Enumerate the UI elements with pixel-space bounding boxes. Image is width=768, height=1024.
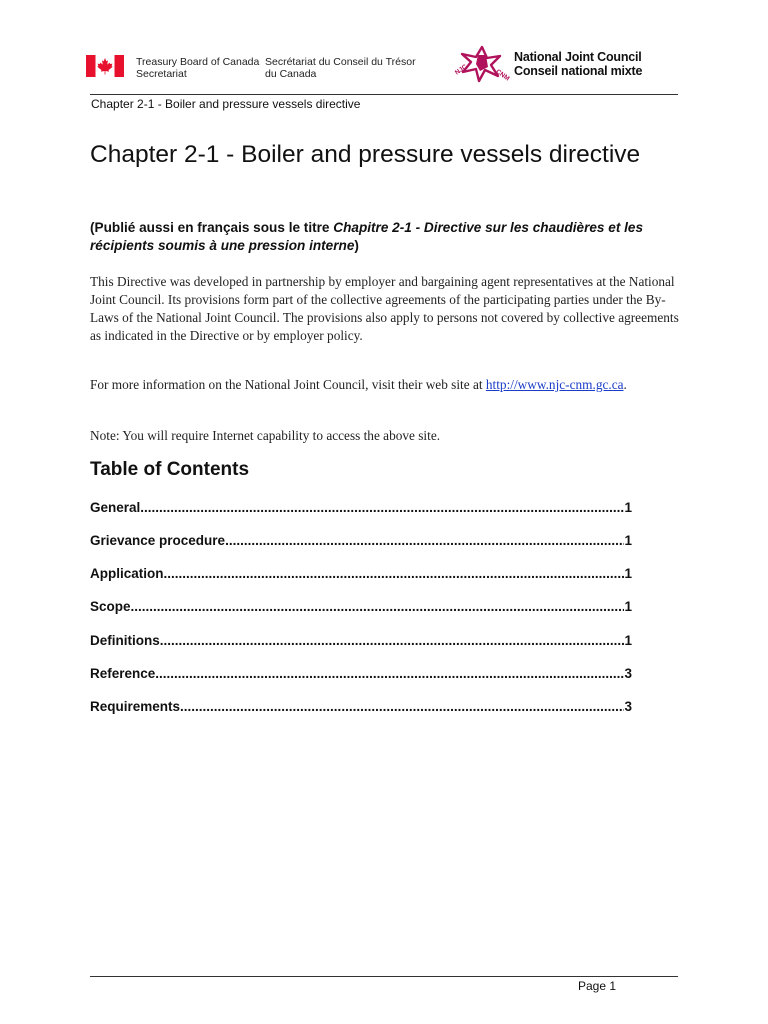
- toc-entry-page: 3: [624, 666, 632, 681]
- footer-divider: [90, 976, 678, 977]
- toc-entry-label: Reference: [90, 666, 156, 681]
- french-title-note: (Publié aussi en français sous le titre Chapitre 2-1 - Directive sur les chaudières et les récipients soumis à une pression interne): [90, 220, 644, 253]
- running-header-title: Chapter 2-1 - Boiler and pressure vessels directive: [91, 97, 361, 111]
- french-title: Chapitre 2-1 - Directive sur les chaudières et les récipients soumis à une pression interne: [90, 220, 644, 253]
- toc-entry-page: 1: [624, 633, 632, 648]
- toc-entry-label: Application: [90, 566, 164, 581]
- svg-text:CNM: CNM: [494, 68, 511, 83]
- toc-entry-page: 1: [624, 566, 632, 581]
- page-title: Chapter 2-1 - Boiler and pressure vessels directive: [90, 141, 641, 168]
- toc-leader-dots: [140, 500, 624, 515]
- intro-paragraph: This Directive was developed in partnership by employer and bargaining agent representatives at the National Joint Council. Its provisions form part of the collective agreements of the participating parties under the By-Laws of the National Joint Council. The provisions also apply to persons not covered by collective agreements as indicated in the Directive or by employer policy.: [90, 274, 679, 343]
- njc-website-link[interactable]: http://www.njc-cnm.gc.ca: [485, 377, 624, 392]
- toc-entry-page: 1: [624, 533, 632, 548]
- toc-leader-dots: [180, 699, 624, 714]
- toc-entry-label: Requirements: [90, 699, 181, 714]
- canada-flag-icon: [86, 55, 124, 77]
- svg-text:NJC: NJC: [453, 63, 469, 77]
- toc-entry-grievance-procedure[interactable]: [90, 533, 632, 551]
- njc-name: National Joint Council Conseil national mixte: [514, 50, 643, 78]
- toc-entry-application[interactable]: [90, 566, 632, 584]
- toc-heading: Table of Contents: [90, 459, 250, 480]
- internet-note: Note: You will require Internet capability to access the above site.: [90, 428, 441, 443]
- toc-entry-page: 1: [624, 599, 632, 614]
- toc-entry-label: Definitions: [90, 633, 160, 648]
- toc-entry-label: Grievance procedure: [90, 533, 226, 548]
- more-info-paragraph: For more information on the National Joint Council, visit their web site at http://www.njc-cnm.gc.ca.: [90, 377, 627, 392]
- header-divider: [90, 94, 678, 95]
- toc-leader-dots: [225, 533, 624, 548]
- toc-leader-dots: [164, 566, 625, 581]
- toc-leader-dots: [160, 633, 625, 648]
- toc-entry-label: Scope: [90, 599, 131, 614]
- toc-entry-definitions[interactable]: [90, 633, 632, 651]
- toc-entry-page: 3: [624, 699, 632, 714]
- toc-leader-dots: [155, 666, 624, 681]
- page-number: Page 1: [578, 979, 617, 993]
- tbs-name-french: Secrétariat du Conseil du Trésor du Canada: [265, 56, 416, 80]
- toc-entry-requirements[interactable]: [90, 699, 632, 717]
- toc-leader-dots: [131, 599, 625, 614]
- toc-entry-label: General: [90, 500, 141, 515]
- tbs-name-english: Treasury Board of Canada Secretariat: [136, 56, 260, 80]
- toc-entry-scope[interactable]: [90, 599, 632, 617]
- toc-entry-general[interactable]: [90, 500, 632, 518]
- toc-entry-reference[interactable]: [90, 666, 632, 684]
- toc-entry-page: 1: [624, 500, 632, 515]
- njc-logo-icon: [452, 45, 512, 83]
